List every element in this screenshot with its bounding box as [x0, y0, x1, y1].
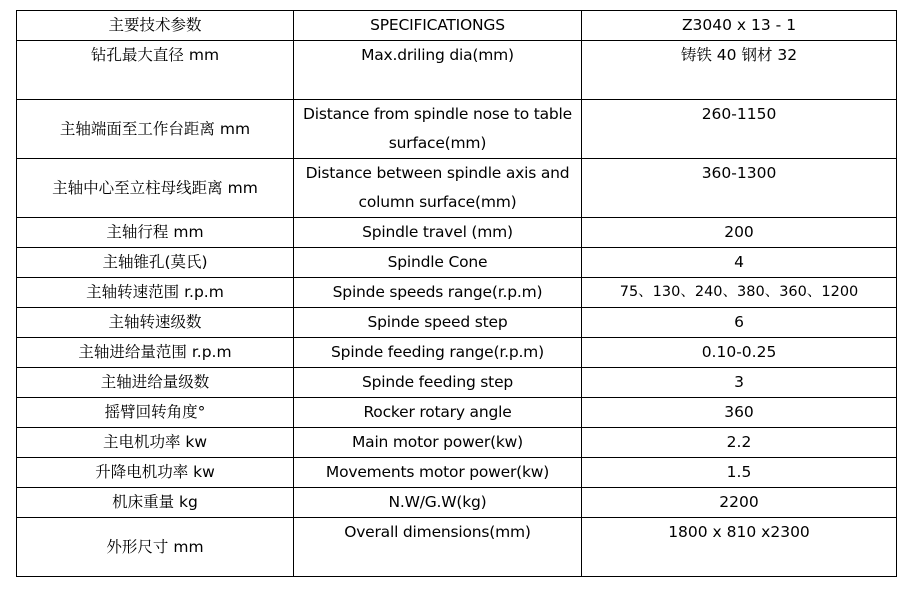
param-en: Overall dimensions(mm): [294, 518, 582, 577]
param-cn: 主轴锥孔(莫氏): [17, 248, 294, 278]
param-cn: 主轴中心至立柱母线距离 mm: [17, 159, 294, 218]
param-cn: 主轴进给量范围 r.p.m: [17, 338, 294, 368]
table-row: [17, 248, 897, 278]
param-value: 75、130、240、380、360、1200: [582, 278, 897, 308]
header-model: Z3040 x 13 - 1: [582, 11, 897, 41]
table-row: [17, 368, 897, 398]
table-row: [17, 338, 897, 368]
param-value: 200: [582, 218, 897, 248]
table-row: [17, 100, 897, 159]
param-en: Spinde feeding step: [294, 368, 582, 398]
param-cn: 主轴转速范围 r.p.m: [17, 278, 294, 308]
param-value: 360-1300: [582, 159, 897, 218]
param-value: 0.10-0.25: [582, 338, 897, 368]
param-cn: 摇臂回转角度°: [17, 398, 294, 428]
param-en: Spindle Cone: [294, 248, 582, 278]
table-row: [17, 218, 897, 248]
param-value: 360: [582, 398, 897, 428]
table-row: [17, 428, 897, 458]
param-value: 3: [582, 368, 897, 398]
param-value: 6: [582, 308, 897, 338]
param-cn: 升降电机功率 kw: [17, 458, 294, 488]
table-row: [17, 308, 897, 338]
param-value: 4: [582, 248, 897, 278]
param-value: 1.5: [582, 458, 897, 488]
param-cn: 主轴行程 mm: [17, 218, 294, 248]
param-en: Spinde speed step: [294, 308, 582, 338]
param-cn: 主电机功率 kw: [17, 428, 294, 458]
spec-table: [16, 10, 897, 577]
param-value: 2.2: [582, 428, 897, 458]
param-cn: 外形尺寸 mm: [17, 518, 294, 577]
table-row: [17, 278, 897, 308]
param-value: 2200: [582, 488, 897, 518]
param-en: Rocker rotary angle: [294, 398, 582, 428]
param-en: Spinde feeding range(r.p.m): [294, 338, 582, 368]
table-row: [17, 398, 897, 428]
param-en: Movements motor power(kw): [294, 458, 582, 488]
table-row: [17, 518, 897, 577]
param-en: Distance from spindle nose to table surface(mm): [294, 100, 582, 159]
table-header-row: [17, 11, 897, 41]
table-row: [17, 458, 897, 488]
param-en: Spinde speeds range(r.p.m): [294, 278, 582, 308]
header-spec: SPECIFICATIONGS: [294, 11, 582, 41]
param-cn: 钻孔最大直径 mm: [17, 41, 294, 100]
param-value: 260-1150: [582, 100, 897, 159]
param-en: Main motor power(kw): [294, 428, 582, 458]
table-row: [17, 41, 897, 100]
table-row: [17, 488, 897, 518]
param-cn: 主轴端面至工作台距离 mm: [17, 100, 294, 159]
param-en: Distance between spindle axis and column surface(mm): [294, 159, 582, 218]
param-cn: 主轴进给量级数: [17, 368, 294, 398]
param-cn: 机床重量 kg: [17, 488, 294, 518]
table-row: [17, 159, 897, 218]
header-param: 主要技术参数: [17, 11, 294, 41]
param-en: N.W/G.W(kg): [294, 488, 582, 518]
param-value: 铸铁 40 钢材 32: [582, 41, 897, 100]
param-cn: 主轴转速级数: [17, 308, 294, 338]
param-value: 1800 x 810 x2300: [582, 518, 897, 577]
param-en: Max.driling dia(mm): [294, 41, 582, 100]
param-en: Spindle travel (mm): [294, 218, 582, 248]
